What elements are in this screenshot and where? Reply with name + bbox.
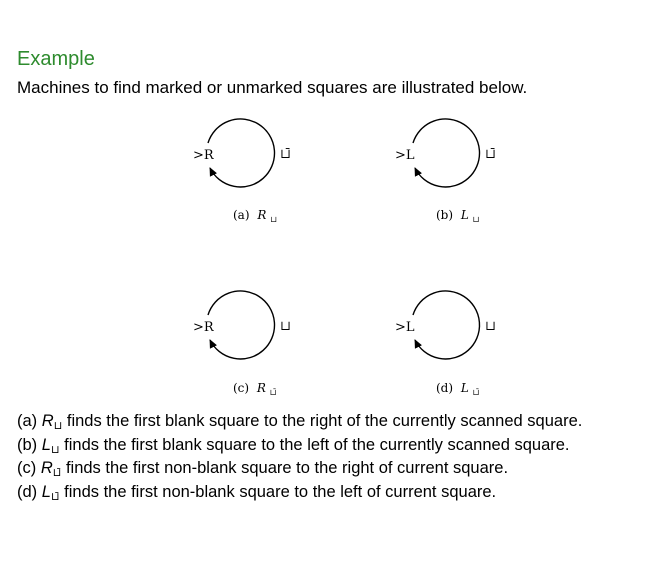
symbol-b: ⊔̄ (485, 147, 496, 162)
example-heading: Example (17, 48, 95, 70)
description-c: (c) $R_{⊔̄}$ finds the first non-blank square to the right of current square. (17, 459, 509, 479)
machine-d (395, 291, 496, 397)
machine-b (395, 119, 496, 224)
description-b: (b) $L_⊔$ finds the first blank square to the left of the currently scanned square. (17, 435, 570, 456)
loop-label-d: >L (395, 320, 415, 335)
symbol-a: ⊔̄ (280, 147, 291, 162)
caption-d: (d) L $_{⊔̄}$ (436, 381, 480, 397)
loop-arc-a (208, 119, 275, 187)
caption-b: (b) L $_⊔$ (436, 208, 480, 224)
loop-arc-c (208, 291, 275, 359)
loop-label-c: >R (193, 320, 214, 335)
symbol-c: ⊔ (280, 319, 291, 334)
loop-label-b: >L (395, 148, 415, 163)
machine-c (193, 291, 291, 397)
symbol-d: ⊔ (485, 319, 496, 334)
intro-text: Machines to find marked or unmarked squares are illustrated below. (17, 78, 528, 97)
caption-c: (c) R $_{⊔̄}$ (233, 381, 277, 397)
loop-arc-b (413, 119, 480, 187)
description-a: (a) $R_⊔$ finds the first blank square to the right of the currently scanned square. (17, 412, 583, 432)
machine-descriptions (17, 410, 582, 504)
loop-arc-d (413, 291, 480, 359)
caption-a: (a) R $_⊔$ (233, 208, 277, 224)
machine-a (193, 119, 291, 224)
loop-label-a: >R (193, 148, 214, 163)
description-d: (d) $L_{⊔̄}$ finds the first non-blank square to the left of current square. (17, 482, 497, 503)
